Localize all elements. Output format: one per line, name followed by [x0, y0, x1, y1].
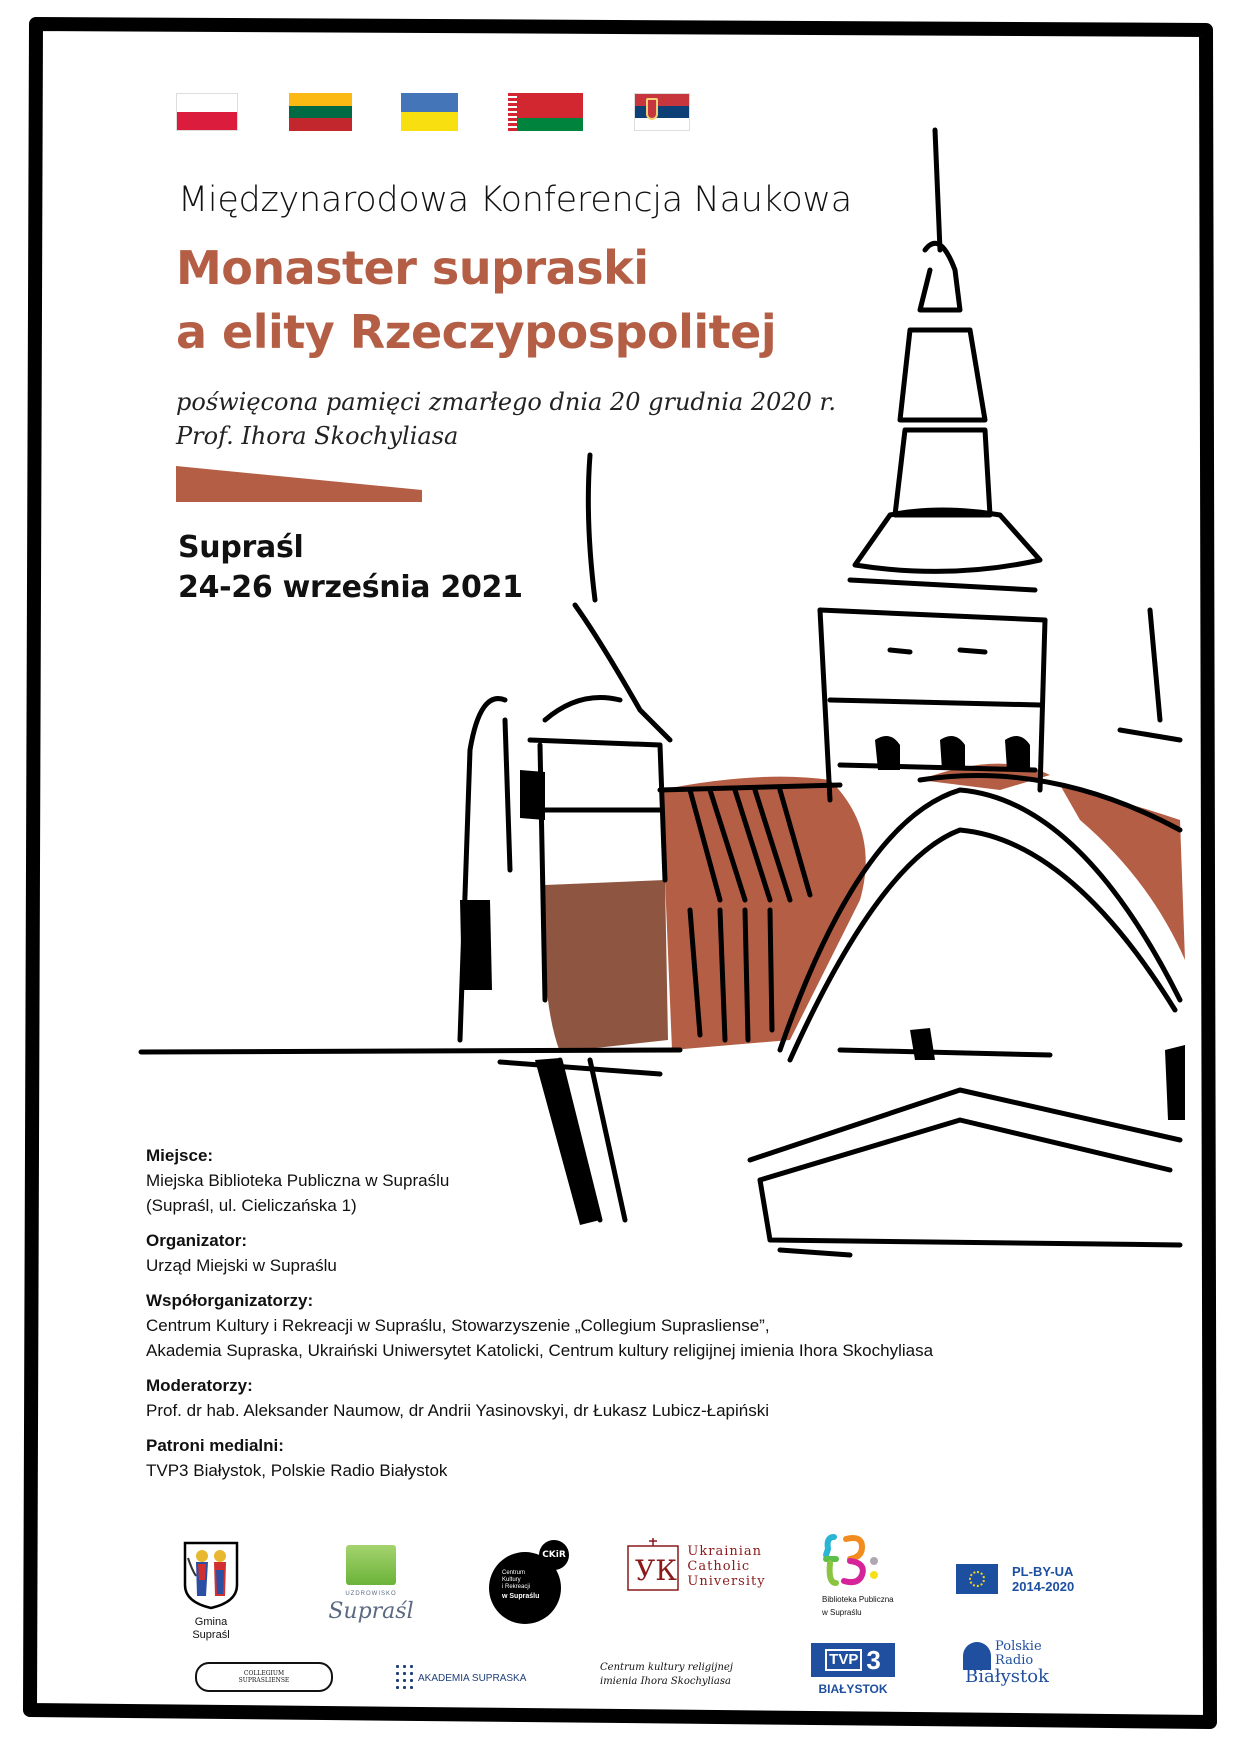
logo-centrum-kultury-religijnej	[600, 1658, 760, 1692]
biblioteka-b-icon	[822, 1533, 882, 1589]
logo-biblioteka-publiczna	[822, 1533, 922, 1619]
tvp-city: BIAŁYSTOK	[818, 1681, 888, 1696]
eu-line-1: PL-BY-UA	[1012, 1564, 1074, 1579]
coorganizers-line-1: Centrum Kultury i Rekreacji w Supraślu, Stowarzyszenie „Collegium Suprasliense”,	[146, 1316, 770, 1335]
logo-ukrainian-catholic-university	[620, 1536, 770, 1596]
ckir-line-4: w Supraślu	[502, 1593, 540, 1600]
ucu-line-3: University	[687, 1573, 766, 1589]
dedication-line-1: poświęcona pamięci zmarłego dnia 20 grudnia 2020 r.	[176, 388, 836, 416]
dedication-line-2: Prof. Ihora Skochyliasa	[176, 422, 459, 450]
eu-flag-icon	[956, 1564, 998, 1594]
pr-line-3: Białystok	[965, 1666, 1049, 1687]
dates: 24-26 września 2021	[178, 570, 523, 605]
organizer-label: Organizator:	[146, 1231, 248, 1250]
pr-line-1: Polskie	[995, 1639, 1042, 1654]
ckir-line-3: i Rekreacji	[502, 1584, 531, 1590]
tvp-mark: TVP	[825, 1649, 862, 1671]
place: Supraśl	[178, 530, 304, 565]
collegium-line-2: SUPRASLIENSE	[238, 1677, 290, 1684]
gmina-coat-of-arms-icon	[182, 1540, 240, 1610]
uzdrowisko-small: UZDROWISKO	[345, 1591, 397, 1597]
coorganizers-line-2: Akademia Supraska, Ukraiński Uniwersytet Katolicki, Centrum kultury religijnej imienia Ihora Skochyliasa	[146, 1341, 934, 1360]
logo-gmina-suprasl	[178, 1540, 244, 1642]
biblioteka-line-1: Biblioteka Publiczna	[822, 1595, 894, 1604]
venue-line-2: (Supraśl, ul. Cieliczańska 1)	[146, 1196, 357, 1215]
conference-subtitle: Międzynarodowa Konferencja Naukowa	[178, 180, 852, 220]
akademia-label: AKADEMIA SUPRASKA	[418, 1672, 527, 1684]
uzdrowisko-main: Supraśl	[328, 1599, 414, 1624]
organizer: Urząd Miejski w Supraślu	[146, 1256, 337, 1275]
coorganizers-label: Współorganizatorzy:	[146, 1291, 314, 1310]
logo-polskie-radio-bialystok	[956, 1638, 1056, 1688]
venue-label: Miejsce:	[146, 1146, 214, 1165]
media-patrons: TVP3 Białystok, Polskie Radio Białystok	[146, 1461, 448, 1480]
moderators: Prof. dr hab. Aleksander Naumow, dr Andrii Yasinovskyi, dr Łukasz Lubicz-Łapiński	[146, 1401, 770, 1420]
ckr-line-2: imienia Ihora Skochyliasa	[600, 1676, 731, 1687]
logo-uzdrowisko-suprasl	[326, 1545, 416, 1623]
gmina-line-1: Gmina	[194, 1616, 228, 1628]
title-line-2: a elity Rzeczypospolitej	[176, 305, 777, 359]
ucu-emblem-icon	[624, 1536, 682, 1596]
logo-akademia-supraska	[394, 1660, 534, 1696]
uzdrowisko-green-wave-icon	[346, 1545, 396, 1585]
media-label: Patroni medialni:	[146, 1436, 284, 1455]
ckir-line-2: Kultury	[502, 1577, 521, 1583]
pr-line-2: Radio	[995, 1653, 1034, 1668]
ckr-line-1: Centrum kultury religijnej	[600, 1662, 733, 1673]
akademia-crosses-icon	[394, 1663, 416, 1693]
logo-ckir-suprasl	[489, 1534, 589, 1622]
logo-collegium-suprasliense	[195, 1660, 333, 1694]
logo-pl-by-ua	[956, 1562, 1096, 1596]
title-line-1: Monaster supraski	[176, 241, 649, 295]
collegium-line-1: COLLEGIUM	[243, 1670, 285, 1677]
logo-tvp3-bialystok	[810, 1640, 896, 1698]
ucu-line-1: Ukrainian	[687, 1543, 763, 1559]
svg-text:УК: УК	[635, 1554, 678, 1587]
eu-line-2: 2014-2020	[1012, 1579, 1075, 1594]
gmina-line-2: Supraśl	[192, 1629, 230, 1641]
ckir-mark: CKiR	[539, 1540, 569, 1570]
biblioteka-line-2: w Supraślu	[822, 1608, 862, 1617]
venue-line-1: Miejska Biblioteka Publiczna w Supraślu	[146, 1171, 450, 1190]
ucu-line-2: Catholic	[687, 1558, 751, 1574]
tvp-number: 3	[866, 1644, 881, 1675]
ckir-line-1: Centrum	[502, 1570, 526, 1576]
moderators-label: Moderatorzy:	[146, 1376, 253, 1395]
